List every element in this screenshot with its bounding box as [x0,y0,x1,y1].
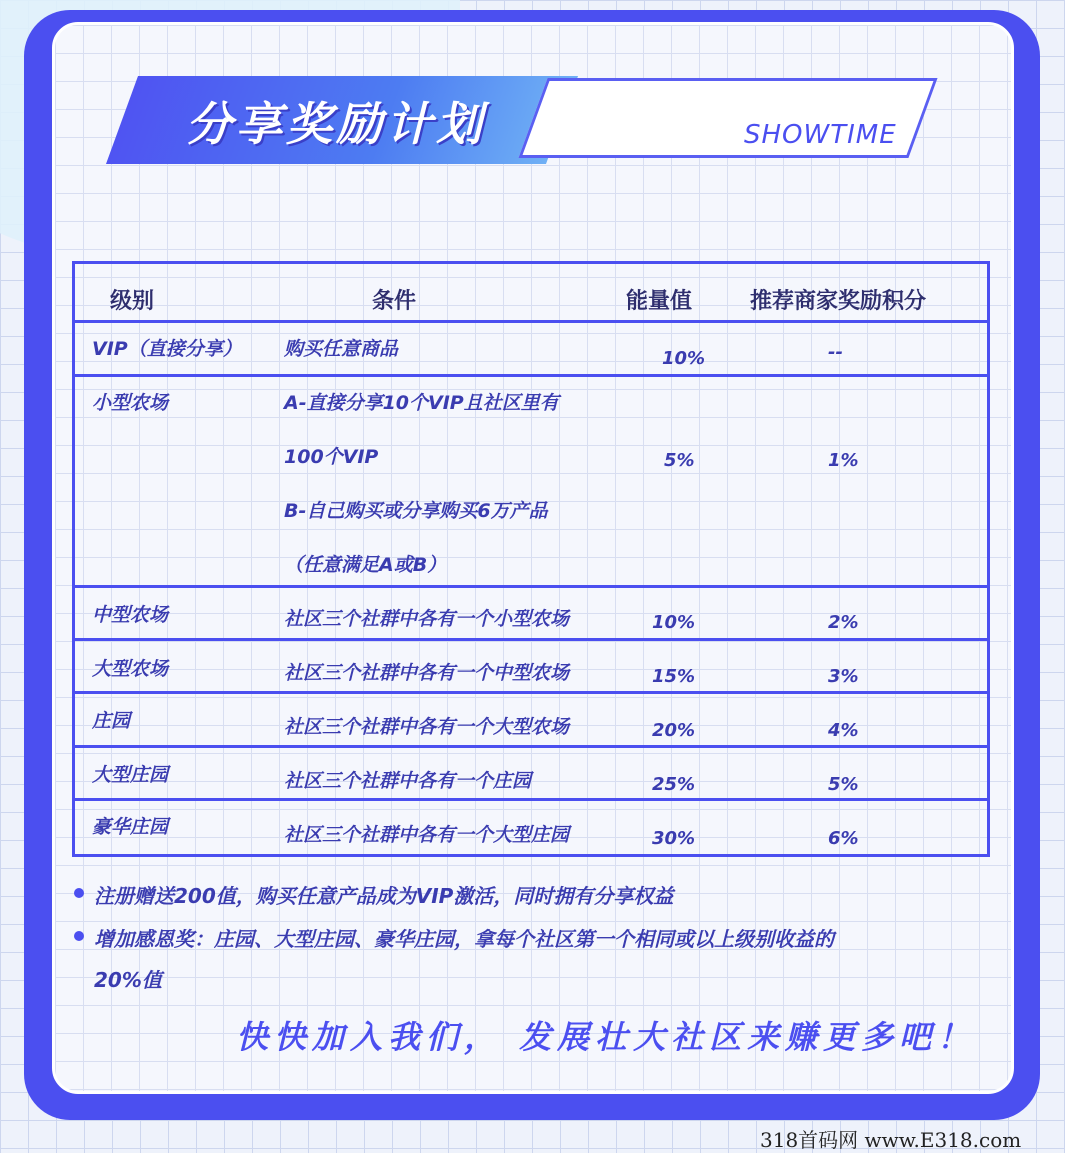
table-divider [72,745,990,748]
row-reward: 1% [828,450,859,471]
row-condition-line: 100个VIP [284,446,379,468]
row-reward: 5% [828,774,859,795]
slogan: 快快加入我们， 发展壮大社区来赚更多吧！ [236,1018,976,1056]
row-energy: 20% [652,720,696,741]
row-reward: 3% [828,666,859,687]
table-divider [72,798,990,801]
row-level: 中型农场 [92,604,169,626]
row-condition-line: B-自己购买或分享购买6万产品 [284,500,548,522]
row-condition: 购买任意商品 [284,338,399,360]
row-reward: 6% [828,828,859,849]
row-level: VIP（直接分享） [92,338,242,360]
page-subtitle: SHOWTIME [744,120,897,150]
table-divider [72,320,990,323]
row-energy: 10% [662,348,706,369]
row-level: 大型农场 [92,658,169,680]
row-condition: 社区三个社群中各有一个大型庄园 [284,824,570,846]
row-condition-line: A-直接分享10个VIP且社区里有 [284,392,559,414]
page-title: 分享奖励计划 [186,97,486,151]
row-level: 小型农场 [92,392,169,414]
header-energy: 能量值 [626,289,693,314]
row-energy: 10% [652,612,696,633]
row-level: 大型庄园 [92,764,169,786]
table-divider [72,374,990,377]
table-divider [72,638,990,641]
note-text: 增加感恩奖：庄园、大型庄园、豪华庄园，拿每个社区第一个相同或以上级别收益的 [94,927,834,951]
table-divider [72,585,990,588]
note-text: 20%值 [94,968,162,992]
row-reward: -- [828,342,843,363]
row-condition: 社区三个社群中各有一个小型农场 [284,608,570,630]
header-condition: 条件 [372,289,417,314]
row-energy: 15% [652,666,696,687]
row-condition: 社区三个社群中各有一个庄园 [284,770,532,792]
row-energy: 5% [664,450,695,471]
row-condition-line: （任意满足A或B） [284,554,447,576]
table-divider [72,691,990,694]
row-condition: 社区三个社群中各有一个大型农场 [284,716,570,738]
header-reward: 推荐商家奖励积分 [750,289,927,314]
bullet-icon [74,888,84,898]
row-reward: 4% [828,720,859,741]
row-level: 庄园 [92,710,131,732]
header-level: 级别 [110,289,155,314]
note-text: 注册赠送200值，购买任意产品成为VIP激活，同时拥有分享权益 [94,884,674,908]
row-condition: 社区三个社群中各有一个中型农场 [284,662,570,684]
row-energy: 25% [652,774,696,795]
row-energy: 30% [652,828,696,849]
row-level: 豪华庄园 [92,816,169,838]
bullet-icon [74,931,84,941]
row-reward: 2% [828,612,859,633]
watermark: 318首码网 www.E318.com [760,1128,1022,1152]
